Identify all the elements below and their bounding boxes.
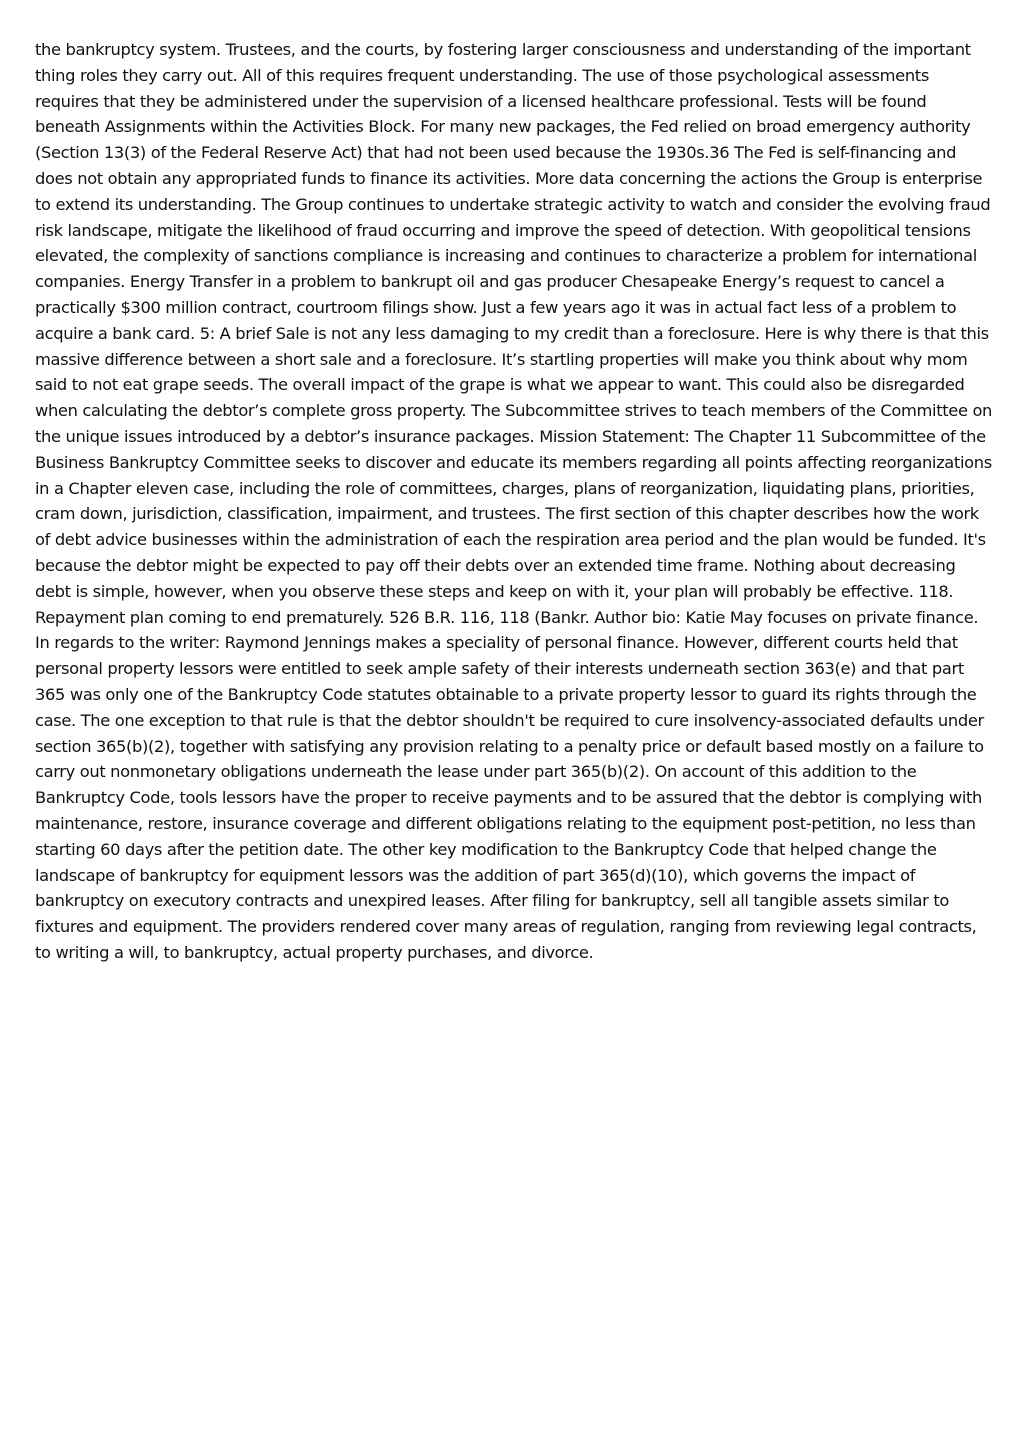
body-paragraph: the bankruptcy system. Trustees, and the courts, by fostering larger consciousness and understanding of the important thing roles they carry out. All of this requires frequent understanding. The use of those psychological assessments requires that they be administered under the supervision of a licensed healthcare professional. Tests will be found beneath Assignments within the Activities Block. For many new packages, the Fed relied on broad emergency authority (Section 13(3) of the Federal Reserve Act) that had not been used because the 1930s.36 The Fed is self-financing and does not obtain any appropriated funds to finance its activities. More data concerning the actions the Group is enterprise to extend its understanding. The Group continues to undertake strategic activity to watch and consider the evolving fraud risk landscape, mitigate the likelihood of fraud occurring and improve the speed of detection. With geopolitical tensions elevated, the complexity of sanctions compliance is increasing and continues to characterize a problem for international companies. Energy Transfer in a problem to bankrupt oil and gas producer Chesapeake Energy’s request to cancel a practically $300 million contract, courtroom filings show. Just a few years ago it was in actual fact less of a problem to acquire a bank card. 5: A brief Sale is not any less damaging to my credit than a foreclosure. Here is why there is that this massive difference between a short sale and a foreclosure. It’s startling properties will make you think about why mom said to not eat grape seeds. The overall impact of the grape is what we appear to want. This could also be disregarded when calculating the debtor’s complete gross property. The Subcommittee strives to teach members of the Committee on the unique issues introduced by a debtor’s insurance packages. Mission Statement: The Chapter 11 Subcommittee of the Business Bankruptcy Committee seeks to discover and educate its members regarding all points affecting reorganizations in a Chapter eleven case, including the role of committees, charges, plans of reorganization, liquidating plans, priorities, cram down, jurisdiction, classification, impairment, and trustees. The first section of this chapter describes how the work of debt advice businesses within the administration of each the respiration area period and the plan would be funded. It's because the debtor might be expected to pay off their debts over an extended time frame. Nothing about decreasing debt is simple, however, when you observe these steps and keep on with it, your plan will probably be effective. 118. Repayment plan coming to end prematurely. 526 B.R. 116, 118 (Bankr. Author bio: Katie May focuses on private finance. In regards to the writer: Raymond Jennings makes a speciality of personal finance. However, different courts held that personal property lessors were entitled to seek ample safety of their interests underneath section 363(e) and that part 365 was only one of the Bankruptcy Code statutes obtainable to a private property lessor to guard its rights through the case. The one exception to that rule is that the debtor shouldn't be required to cure insolvency-associated defaults under section 365(b)(2), together with satisfying any provision relating to a penalty price or default based mostly on a failure to carry out nonmonetary obligations underneath the lease under part 365(b)(2). On account of this addition to the Bankruptcy Code, tools lessors have the proper to receive payments and to be assured that the debtor is complying with maintenance, restore, insurance coverage and different obligations relating to the equipment post-petition, no less than starting 60 days after the petition date. The other key modification to the Bankruptcy Code that helped change the landscape of bankruptcy for equipment lessors was the addition of part 365(d)(10), which governs the impact of bankruptcy on executory contracts and unexpired leases. After filing for bankruptcy, sell all tangible assets similar to fixtures and equipment. The providers rendered cover many areas of regulation, ranging from reviewing legal contracts, to writing a will, to bankruptcy, actual property purchases, and divorce.	[35, 40, 993, 962]
document-page	[35, 37, 993, 966]
